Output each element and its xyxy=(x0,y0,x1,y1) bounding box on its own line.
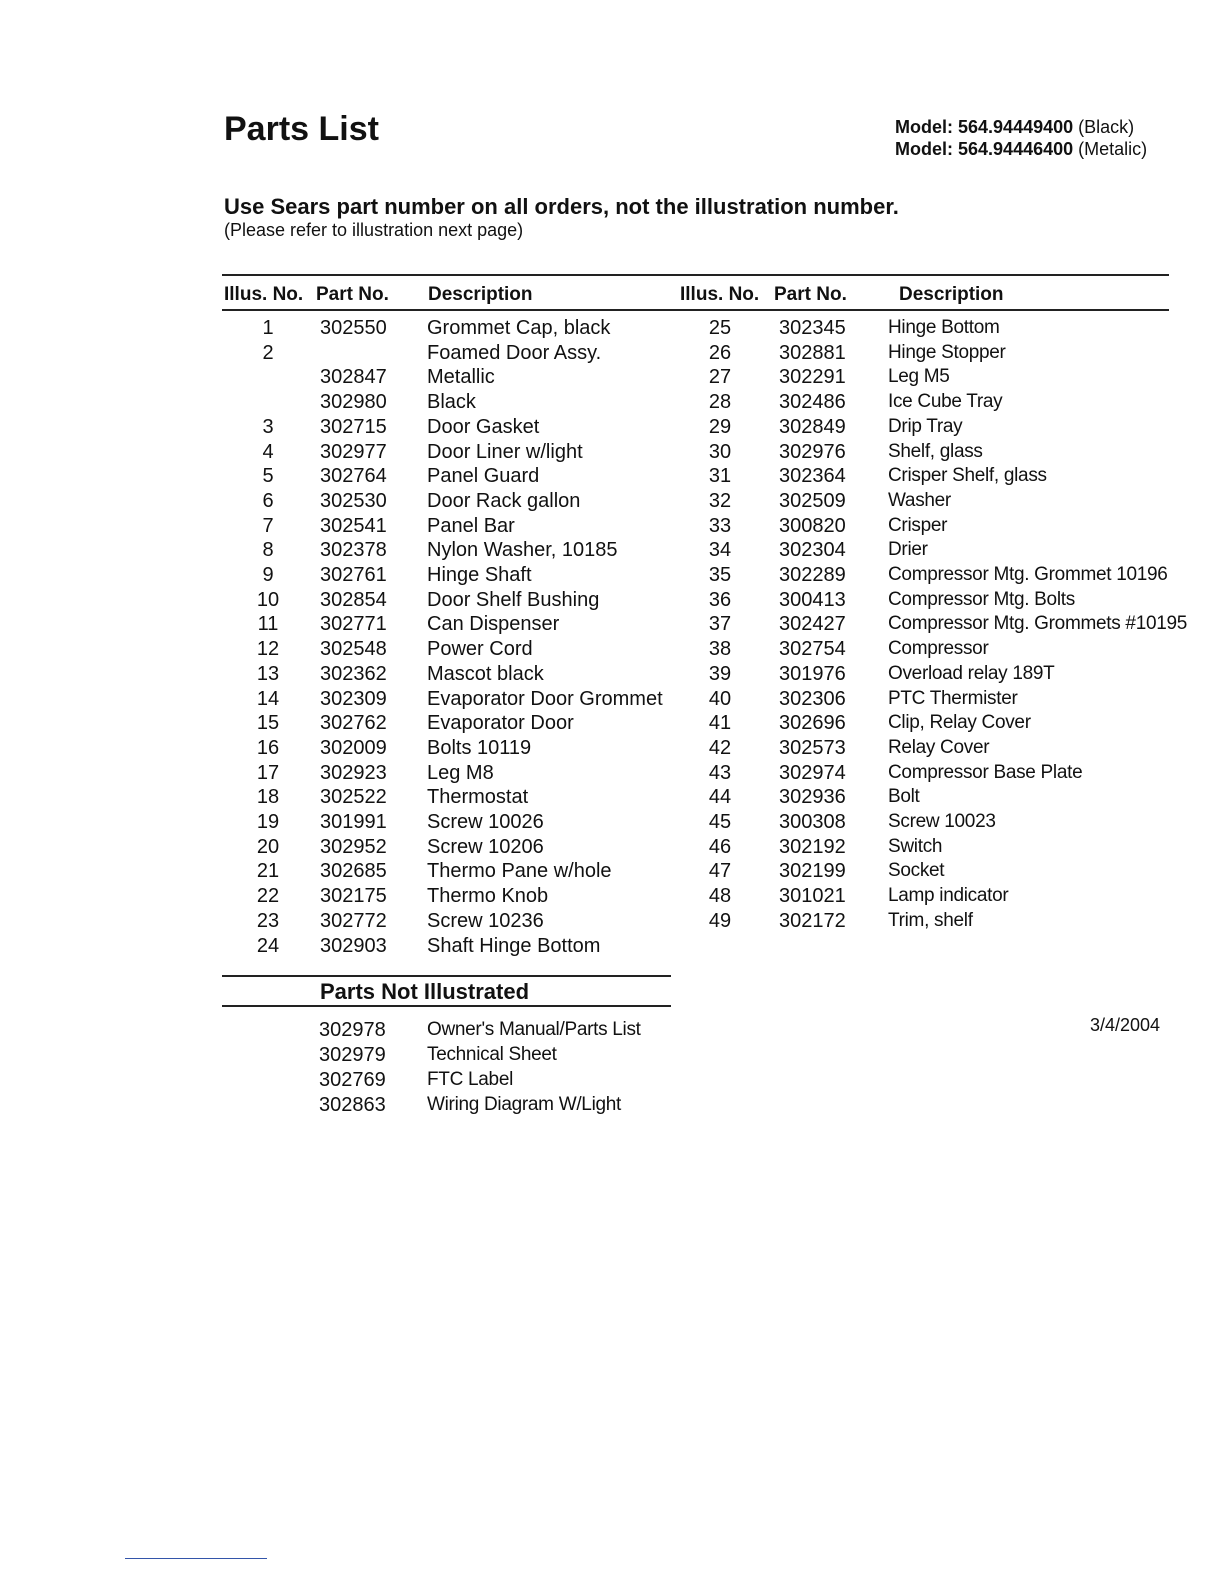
part-number: 302364 xyxy=(779,465,846,487)
model-number: 564.94446400 xyxy=(958,139,1074,159)
part-number: 300820 xyxy=(779,515,846,537)
part-description: Lamp indicator xyxy=(888,885,1009,906)
part-number: 302847 xyxy=(320,366,387,388)
illus-number: 18 xyxy=(256,786,280,808)
illus-number: 5 xyxy=(262,465,274,487)
illus-number: 7 xyxy=(262,515,274,537)
part-number: 302771 xyxy=(320,613,387,635)
parts-not-illustrated-title: Parts Not Illustrated xyxy=(320,979,530,1004)
illus-number: 27 xyxy=(708,366,732,388)
illus-number: 37 xyxy=(708,613,732,635)
illus-number: 12 xyxy=(256,638,280,660)
part-description: Washer xyxy=(888,490,951,511)
illus-number: 16 xyxy=(256,737,280,759)
part-number: 302772 xyxy=(320,910,387,932)
part-number: 302427 xyxy=(779,613,846,635)
part-number: 302980 xyxy=(320,391,387,413)
part-number: 302541 xyxy=(320,515,387,537)
header-bottom-rule xyxy=(222,309,1169,311)
part-description: Leg M5 xyxy=(888,366,950,387)
part-number: 301021 xyxy=(779,885,846,907)
part-description: Compressor Mtg. Grommet 10196 xyxy=(888,564,1168,585)
model-label: Model: xyxy=(895,117,953,137)
part-number: 302769 xyxy=(319,1069,386,1091)
part-number: 302573 xyxy=(779,737,846,759)
part-number: 302952 xyxy=(320,836,387,858)
part-description: Clip, Relay Cover xyxy=(888,712,1031,733)
illus-number: 6 xyxy=(262,490,274,512)
part-number: 300413 xyxy=(779,589,846,611)
illus-number: 10 xyxy=(256,589,280,611)
illustration-note: (Please refer to illustration next page) xyxy=(224,220,524,240)
part-number: 302978 xyxy=(319,1019,386,1041)
part-description: Screw 10026 xyxy=(427,811,544,833)
part-description: Thermo Pane w/hole xyxy=(427,860,612,882)
part-number: 302923 xyxy=(320,762,387,784)
part-number: 302345 xyxy=(779,317,846,339)
part-description: Switch xyxy=(888,836,943,857)
header-desc-left: Description xyxy=(428,284,533,305)
illus-number: 43 xyxy=(708,762,732,784)
illus-number: 22 xyxy=(256,885,280,907)
illus-number: 42 xyxy=(708,737,732,759)
illus-number: 15 xyxy=(256,712,280,734)
illus-number: 44 xyxy=(708,786,732,808)
part-number: 302976 xyxy=(779,441,846,463)
part-description: Shelf, glass xyxy=(888,441,983,462)
model-line-2 xyxy=(895,139,1147,160)
illus-number: 47 xyxy=(708,860,732,882)
part-number: 302548 xyxy=(320,638,387,660)
part-description: Evaporator Door xyxy=(427,712,574,734)
part-description: Metallic xyxy=(427,366,495,388)
illus-number: 36 xyxy=(708,589,732,611)
part-number: 302764 xyxy=(320,465,387,487)
header-part-right: Part No. xyxy=(774,284,847,305)
part-description: Crisper Shelf, glass xyxy=(888,465,1047,486)
illus-number: 38 xyxy=(708,638,732,660)
model-line-1 xyxy=(895,117,1134,138)
illus-number: 26 xyxy=(708,342,732,364)
part-description: Technical Sheet xyxy=(427,1044,557,1065)
part-description: Screw 10023 xyxy=(888,811,996,832)
part-number: 302199 xyxy=(779,860,846,882)
part-description: FTC Label xyxy=(427,1069,514,1090)
part-number: 302378 xyxy=(320,539,387,561)
part-number: 302509 xyxy=(779,490,846,512)
illus-number: 32 xyxy=(708,490,732,512)
part-description: Hinge Bottom xyxy=(888,317,1000,338)
part-description: Owner's Manual/Parts List xyxy=(427,1019,641,1040)
part-number: 302304 xyxy=(779,539,846,561)
part-number: 302854 xyxy=(320,589,387,611)
part-description: Overload relay 189T xyxy=(888,663,1055,684)
illus-number: 13 xyxy=(256,663,280,685)
illus-number: 31 xyxy=(708,465,732,487)
part-description: Mascot black xyxy=(427,663,544,685)
part-number: 302306 xyxy=(779,688,846,710)
illus-number: 9 xyxy=(262,564,274,586)
illus-number: 11 xyxy=(257,613,279,635)
part-description: Drip Tray xyxy=(888,416,963,437)
pni-top-rule xyxy=(222,975,671,977)
model-variant: (Black) xyxy=(1078,117,1135,137)
illus-number: 33 xyxy=(708,515,732,537)
illus-number: 46 xyxy=(708,836,732,858)
illus-number: 45 xyxy=(708,811,732,833)
part-number: 302522 xyxy=(320,786,387,808)
part-number: 302362 xyxy=(320,663,387,685)
part-number: 302863 xyxy=(319,1094,386,1116)
part-description: Hinge Stopper xyxy=(888,342,1006,363)
header-desc-right: Description xyxy=(899,284,1004,305)
illus-number: 48 xyxy=(708,885,732,907)
part-number: 302486 xyxy=(779,391,846,413)
part-number: 302979 xyxy=(319,1044,386,1066)
part-number: 302172 xyxy=(779,910,846,932)
part-number: 302291 xyxy=(779,366,846,388)
part-description: Door Rack gallon xyxy=(427,490,581,512)
part-description: Hinge Shaft xyxy=(427,564,532,586)
order-instruction: Use Sears part number on all orders, not the illustration number. xyxy=(224,194,899,219)
illus-number: 21 xyxy=(256,860,280,882)
part-number: 302977 xyxy=(320,441,387,463)
illus-number: 20 xyxy=(256,836,280,858)
part-description: Door Liner w/light xyxy=(427,441,583,463)
part-description: Shaft Hinge Bottom xyxy=(427,935,601,957)
illus-number: 14 xyxy=(256,688,280,710)
part-description: Leg M8 xyxy=(427,762,494,784)
illus-number: 41 xyxy=(708,712,732,734)
part-number: 302192 xyxy=(779,836,846,858)
part-number: 302530 xyxy=(320,490,387,512)
part-number: 302289 xyxy=(779,564,846,586)
part-description: PTC Thermister xyxy=(888,688,1018,709)
part-description: Can Dispenser xyxy=(427,613,560,635)
header-illus-left: Illus. No. xyxy=(224,284,304,305)
part-description: Screw 10236 xyxy=(427,910,544,932)
model-number: 564.94449400 xyxy=(958,117,1074,137)
illus-number: 24 xyxy=(256,935,280,957)
model-variant: (Metalic) xyxy=(1078,139,1148,159)
illus-number: 30 xyxy=(708,441,732,463)
illus-number: 3 xyxy=(262,416,274,438)
part-number: 302762 xyxy=(320,712,387,734)
part-description: Compressor xyxy=(888,638,989,659)
part-description: Evaporator Door Grommet xyxy=(427,688,663,710)
illus-number: 8 xyxy=(262,539,274,561)
illus-number: 19 xyxy=(256,811,280,833)
part-number: 302881 xyxy=(779,342,846,364)
model-label: Model: xyxy=(895,139,953,159)
part-description: Panel Bar xyxy=(427,515,515,537)
part-description: Socket xyxy=(888,860,945,881)
part-number: 301991 xyxy=(320,811,387,833)
part-number: 302175 xyxy=(320,885,387,907)
part-description: Black xyxy=(427,391,476,413)
illus-number: 34 xyxy=(708,539,732,561)
part-description: Grommet Cap, black xyxy=(427,317,611,339)
part-number: 302696 xyxy=(779,712,846,734)
part-number: 302550 xyxy=(320,317,387,339)
part-description: Power Cord xyxy=(427,638,533,660)
part-description: Foamed Door Assy. xyxy=(427,342,602,364)
part-description: Compressor Mtg. Grommets #10195 xyxy=(888,613,1188,634)
part-description: Relay Cover xyxy=(888,737,990,758)
part-number: 302761 xyxy=(320,564,387,586)
part-number: 302685 xyxy=(320,860,387,882)
part-description: Ice Cube Tray xyxy=(888,391,1003,412)
illus-number: 23 xyxy=(256,910,280,932)
part-description: Bolt xyxy=(888,786,920,807)
illus-number: 39 xyxy=(708,663,732,685)
part-number: 302009 xyxy=(320,737,387,759)
revision-date: 3/4/2004 xyxy=(1090,1015,1161,1035)
part-description: Door Shelf Bushing xyxy=(427,589,600,611)
part-description: Crisper xyxy=(888,515,948,536)
part-number: 302849 xyxy=(779,416,846,438)
illus-number: 49 xyxy=(708,910,732,932)
part-number: 302903 xyxy=(320,935,387,957)
part-number: 302715 xyxy=(320,416,387,438)
illus-number: 1 xyxy=(262,317,274,339)
table-top-rule xyxy=(222,274,1169,276)
part-number: 302754 xyxy=(779,638,846,660)
part-description: Compressor Base Plate xyxy=(888,762,1083,783)
part-number: 301976 xyxy=(779,663,846,685)
part-description: Screw 10206 xyxy=(427,836,544,858)
part-description: Thermostat xyxy=(427,786,529,808)
illus-number: 28 xyxy=(708,391,732,413)
illus-number: 17 xyxy=(256,762,280,784)
part-description: Drier xyxy=(888,539,928,560)
header-part-left: Part No. xyxy=(316,284,389,305)
part-description: Nylon Washer, 10185 xyxy=(427,539,618,561)
part-number: 302936 xyxy=(779,786,846,808)
illus-number: 29 xyxy=(708,416,732,438)
part-description: Compressor Mtg. Bolts xyxy=(888,589,1075,610)
part-number: 302974 xyxy=(779,762,846,784)
part-number: 300308 xyxy=(779,811,846,833)
illus-number: 25 xyxy=(708,317,732,339)
part-description: Bolts 10119 xyxy=(427,737,532,759)
part-description: Wiring Diagram W/Light xyxy=(427,1094,622,1115)
pni-bottom-rule xyxy=(222,1005,671,1007)
part-description: Panel Guard xyxy=(427,465,540,487)
illus-number: 35 xyxy=(708,564,732,586)
illus-number: 2 xyxy=(262,342,274,364)
part-description: Trim, shelf xyxy=(888,910,973,931)
illus-number: 4 xyxy=(262,441,274,463)
part-number: 302309 xyxy=(320,688,387,710)
illus-number: 40 xyxy=(708,688,732,710)
footer-rule xyxy=(125,1558,267,1559)
part-description: Door Gasket xyxy=(427,416,540,438)
page-title: Parts List xyxy=(224,110,379,148)
header-illus-right: Illus. No. xyxy=(680,284,760,305)
part-description: Thermo Knob xyxy=(427,885,549,907)
